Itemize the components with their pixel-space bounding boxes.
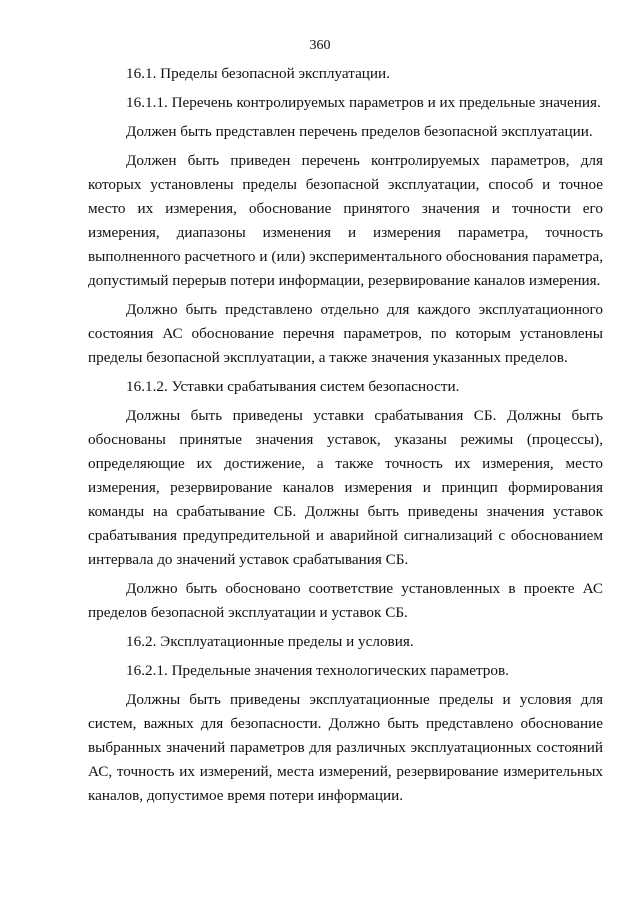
section-heading-16-1: 16.1. Пределы безопасной эксплуатации. xyxy=(126,65,390,82)
subsection-heading-16-1-1: 16.1.1. Перечень контролируемых параметров и их предельные значения. xyxy=(126,94,601,111)
paragraph: Должно быть представлено отдельно для каждого эксплуатационного состояния АС обоснование перечня параметров, по которым установлены пределы безопасной эксплуатации, а также значения указанных пределов. xyxy=(88,301,603,366)
paragraph: Должны быть приведены уставки срабатывания СБ. Должны быть обоснованы принятые значения уставок, указаны режимы (процессы), определяющие их достижение, а также точность их измерения, место измерения, резервирование каналов измерения и принцип формирования команды на срабатывание СБ. Должны быть приведены значения уставок срабатывания предупредительной и аварийной сигнализаций с обоснованием интервала до значений уставок срабатывания СБ. xyxy=(88,407,603,568)
paragraph: Должен быть приведен перечень контролируемых параметров, для которых установлены пределы безопасной эксплуатации, способ и точное место их измерения, обоснование принятого значения и точности его измерения, диапазоны изменения и измерения параметра, точность выполненного расчетного и (или) экспериментального обоснования параметра, допустимый перерыв потери информации, резервирование каналов измерения. xyxy=(88,152,603,289)
paragraph: Должен быть представлен перечень пределов безопасной эксплуатации. xyxy=(126,123,593,140)
document-body xyxy=(88,62,603,813)
paragraph: Должны быть приведены эксплуатационные пределы и условия для систем, важных для безопасности. Должно быть представлено обоснование выбранных значений параметров для различных эксплуатационных состояний АС, точность их измерений, места измерений, резервирование измерительных каналов, допустимое время потери информации. xyxy=(88,691,603,804)
page-number: 360 xyxy=(309,38,331,53)
section-heading-16-2: 16.2. Эксплуатационные пределы и условия. xyxy=(126,633,414,650)
subsection-heading-16-1-2: 16.1.2. Уставки срабатывания систем безопасности. xyxy=(126,378,460,395)
subsection-heading-16-2-1: 16.2.1. Предельные значения технологических параметров. xyxy=(126,662,509,679)
paragraph: Должно быть обосновано соответствие установленных в проекте АС пределов безопасной эксплуатации и уставок СБ. xyxy=(88,580,603,621)
